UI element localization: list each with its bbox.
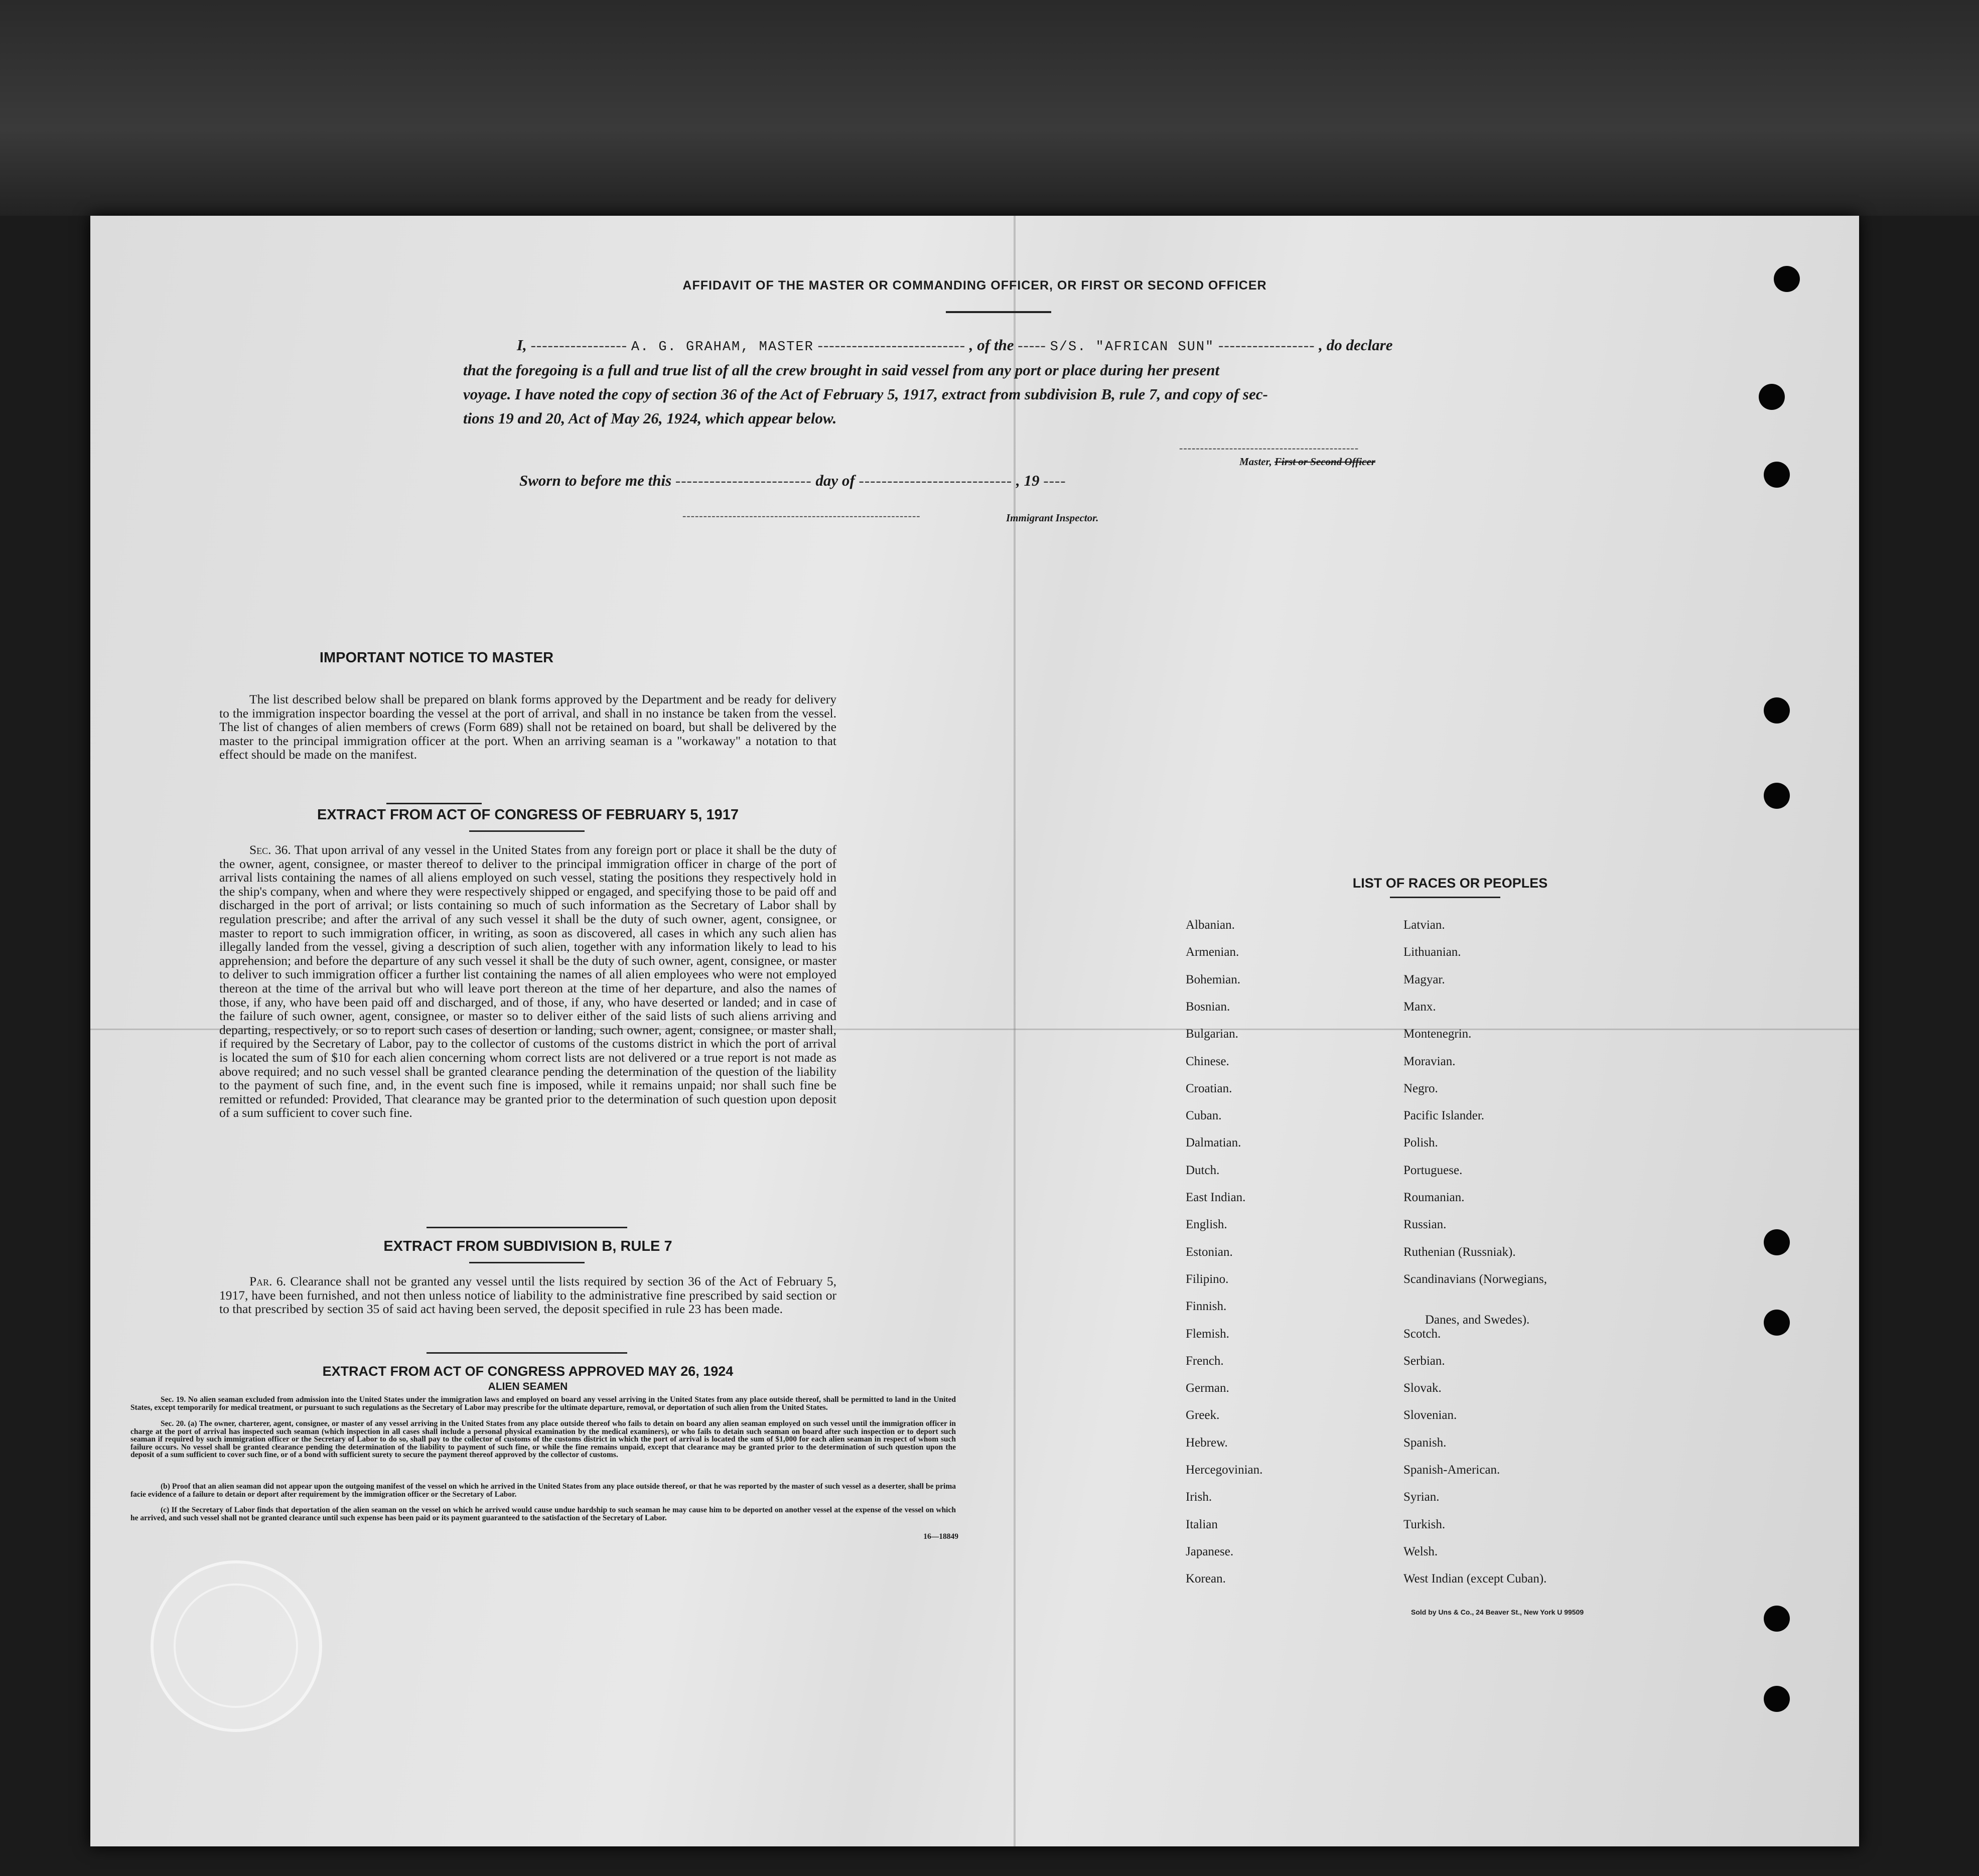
race-item: Turkish. (1403, 1517, 1446, 1531)
signature-label (1239, 456, 1375, 468)
notice-title: IMPORTANT NOTICE TO MASTER (319, 650, 554, 666)
affidavit-line-3: voyage. I have noted the copy of section 36 of the Act of February 5, 1917, extract from subdivision B, rule 7, and copy of sec- (463, 385, 1268, 403)
races-title: LIST OF RACES OR PEOPLES (1352, 876, 1548, 891)
punch-hole (1764, 697, 1790, 724)
punch-hole (1764, 1686, 1790, 1712)
race-item: Bulgarian. (1186, 1027, 1238, 1041)
section-rule (469, 830, 585, 832)
punch-hole (1764, 783, 1790, 809)
race-item: Welsh. (1403, 1544, 1438, 1558)
master-name-value[interactable]: A. G. GRAHAM, MASTER (631, 340, 814, 355)
section-rule (427, 1227, 627, 1228)
dotted-fill: ----- (1018, 336, 1046, 354)
section-rule (427, 1352, 627, 1354)
race-item: Irish. (1186, 1490, 1212, 1504)
races-title-rule (1390, 897, 1500, 898)
race-item: East Indian. (1186, 1191, 1246, 1204)
form-number: 16—18849 (923, 1532, 958, 1541)
dotted-fill: -------------------------- (817, 336, 966, 354)
vessel-name-value[interactable]: S/S. "AFRICAN SUN" (1050, 340, 1215, 355)
master-label: Master, (1239, 456, 1272, 468)
notice-body: The list described below shall be prepared on blank forms approved by the Department and be ready for delivery to the immigration inspector boarding the vessel at the port of arrival, and shall in no instance be taken from the vessel. The list of changes of alien members of crews (Form 689) shall not be retained on board, but shall be delivered by the master to the principal immigration officer at the port. When an arriving seaman is a "workaway" a notation to that effect should be made on the manifest. (219, 692, 836, 762)
par-6-label: Par. 6. (249, 1274, 287, 1288)
race-item: Scandinavians (Norwegians, (1403, 1272, 1547, 1286)
race-item: Spanish. (1403, 1435, 1447, 1450)
affidavit-line-2: that the foregoing is a full and true list of all the crew brought in said vessel from any port or place during her present (463, 361, 1220, 379)
race-item: Dutch. (1186, 1163, 1220, 1177)
extract-1917-title: EXTRACT FROM ACT OF CONGRESS OF FEBRUARY 5, 1917 (317, 807, 739, 823)
affidavit-line-1 (517, 336, 1392, 355)
race-item: English. (1186, 1218, 1227, 1232)
affidavit-line-4: tions 19 and 20, Act of May 26, 1924, which appear below. (463, 409, 837, 427)
fold-line-vertical (1014, 216, 1016, 1846)
race-item: Latvian. (1403, 918, 1445, 932)
race-item: Slovak. (1403, 1381, 1442, 1395)
extract-1917-body (219, 843, 836, 1120)
race-item: Dalmatian. (1186, 1136, 1241, 1150)
do-declare-text: , do declare (1319, 336, 1393, 354)
dotted-fill: ----------------- (530, 336, 628, 354)
sec-20c-text: (c) If the Secretary of Labor finds that deportation of the alien seaman on the vessel on which he arrived would cause undue hardship to such seaman he may cause him to be deported on another vessel at the expense of the vessel on which he arrived, and such vessel shall not be granted clearance until such expense has been paid or its payment guaranteed to the satisfaction of the Secretary of Labor. (130, 1506, 956, 1522)
sec-36-label: Sec. 36. (249, 842, 291, 857)
film-frame-top (0, 0, 1979, 216)
race-item: Russian. (1403, 1218, 1447, 1232)
punch-hole (1764, 462, 1790, 488)
sworn-line (519, 472, 1066, 490)
sworn-month-field[interactable]: --------------------------- (859, 472, 1013, 489)
race-item: Armenian. (1186, 945, 1239, 959)
seal-inner-ring (174, 1583, 298, 1708)
race-item: German. (1186, 1381, 1229, 1395)
embossed-seal (151, 1560, 322, 1732)
race-item: Chinese. (1186, 1054, 1229, 1068)
race-item: French. (1186, 1354, 1224, 1368)
race-item: Manx. (1403, 999, 1436, 1014)
struck-officer-label: First or Second Officer (1275, 456, 1375, 468)
race-item: Montenegrin. (1403, 1027, 1472, 1041)
heading-rule (946, 311, 1051, 313)
race-item: Hercegovinian. (1186, 1463, 1263, 1477)
race-item: Portuguese. (1403, 1163, 1463, 1177)
sec-36-text: That upon arrival of any vessel in the United States from any foreign port or place it shall be the duty of the owner, agent, consignee, or master thereof to deliver to the principal immigration officer in charge of the port of arrival lists containing the names of all aliens employed on such vessel, stating the positions they respectively hold in the ship's company, when and where they were respectively shipped or engaged, and specifying those to be paid off and discharged in the port of arrival; or lists containing so much of such information as the Secretary of Labor shall by regulation prescribe; and after the arrival of any such vessel it shall be the duty of such owner, agent, consignee, or master to report to such immigration officer, in writing, as soon as discovered, all cases in which any such alien has illegally landed from the vessel, giving a description of such alien, together with any information likely to lead to his apprehension; and before the departure of any such vessel it shall be the duty of such owner, agent, consignee, or master to deliver to such immigration officer a further list containing the names of all alien employees who were not employed thereon at the time of the arrival but who will leave port thereon at the time of her departure, and also the names of those, if any, who have been paid off and discharged, and of those, if any, who have deserted or landed; and in case of the failure of such owner, agent, consignee, or master so to deliver either of the said lists of such aliens arriving and departing, respectively, or so to report such cases of desertion or landing, such owner, agent, consignee, or master shall, if required by the Secretary of Labor, pay to the collector of customs of the customs district in which the port of arrival is located the sum of $10 for each alien concerning whom correct lists are not delivered or a true report is not made as above required; and no such vessel shall be granted clearance pending the determination of the question of the liability to the payment of such fine, and, in the event such fine is imposed, while it remains unpaid; nor shall such fine be remitted or refunded: Provided, That clearance may be granted prior to the determination of such question upon deposit of a sum sufficient to cover such fine. (219, 842, 836, 1120)
punch-hole (1764, 1606, 1790, 1632)
race-item: Bosnian. (1186, 999, 1230, 1014)
race-item: Greek. (1186, 1408, 1220, 1422)
race-item: Lithuanian. (1403, 945, 1461, 959)
section-rule (386, 803, 482, 804)
printer-imprint: Sold by Uns & Co., 24 Beaver St., New York U 99509 (1411, 1608, 1584, 1616)
document-page (90, 216, 1859, 1846)
race-item: Japanese. (1186, 1544, 1234, 1558)
race-item: West Indian (except Cuban). (1403, 1572, 1547, 1586)
alien-seamen-subtitle: ALIEN SEAMEN (488, 1381, 568, 1392)
affidavit-i: I, (517, 336, 527, 354)
race-item: Cuban. (1186, 1109, 1222, 1123)
extract-1924-title: EXTRACT FROM ACT OF CONGRESS APPROVED MAY 26, 1924 (322, 1364, 734, 1379)
race-item: Roumanian. (1403, 1191, 1465, 1204)
of-the-text: , of the (969, 336, 1014, 354)
subdivision-b-body (219, 1274, 836, 1316)
sec-19-text: Sec. 19. No alien seaman excluded from admission into the United States under the immigration laws and employed on board any vessel arriving in the United States from any place outside thereof, shall be permitted to land in the United States, except temporarily for medical treatment, or pursuant to such regulations as the Secretary of Labor may prescribe for the ultimate departure, removal, or deportation of such alien from the United States. (130, 1395, 956, 1412)
punch-hole (1764, 1310, 1790, 1336)
sec-20b-text: (b) Proof that an alien seaman did not appear upon the outgoing manifest of the vessel on which he arrived in the United States from any place outside thereof, or that he was reported by the master of such vessel as a deserter, shall be prima facie evidence of a failure to detain or deport after requirement by the immigration officer or the Secretary of Labor. (130, 1482, 956, 1499)
sec-20a-text: Sec. 20. (a) The owner, charterer, agent, consignee, or master of any vessel arriving in the United States from any place outside thereof who fails to detain on board any alien seaman employed on such vessel until the immigration officer in charge at the port of arrival has inspected such seaman (which inspection in all cases shall include a personal physical examination by the medical examiners), or who fails to detain such seaman on board after such inspection or to deport such seaman if required by such immigration officer or the Secretary of Labor to do so, shall pay to the collector of customs of the customs district in which the port of arrival is located the sum of $1,000 for each alien seaman in respect of whom such failure occurs. No vessel shall be granted clearance pending the determination of the liability to payment of such fine, or while the fine remains unpaid, except that clearance may be granted prior to the determination of such question upon the deposit of a sum sufficient to cover such fine, or of a bond with sufficient surety to secure the payment thereof approved by the collector of customs. (130, 1419, 956, 1460)
race-item: Magyar. (1403, 972, 1445, 986)
inspector-signature-line: --------------------------------------------------------- (682, 509, 921, 522)
sworn-text: Sworn to before me this (519, 472, 672, 489)
race-item: Flemish. (1186, 1327, 1229, 1341)
race-item: Italian (1186, 1517, 1218, 1531)
race-item: Slovenian. (1403, 1408, 1457, 1422)
race-item: Scotch. (1403, 1327, 1441, 1341)
race-item: Hebrew. (1186, 1435, 1228, 1450)
dotted-fill: ----------------- (1218, 336, 1315, 354)
race-item: Syrian. (1403, 1490, 1440, 1504)
race-item: Pacific Islander. (1403, 1109, 1485, 1123)
inspector-label: Immigrant Inspector. (1006, 512, 1099, 524)
race-item: Ruthenian (Russniak). (1403, 1245, 1516, 1259)
punch-hole (1759, 384, 1785, 410)
section-rule (469, 1262, 585, 1263)
sworn-year-field[interactable]: ---- (1043, 472, 1066, 489)
race-item: Negro. (1403, 1081, 1438, 1095)
race-item: Spanish-American. (1403, 1463, 1500, 1477)
par-6-text: Clearance shall not be granted any vessel until the lists required by section 36 of the Act of February 5, 1917, have been furnished, and not then unless notice of liability to the administrative fine prescribed by said section or to that prescribed by section 35 of said act having been served, the deposit specified in rule 23 has been made. (219, 1274, 836, 1317)
race-item: Croatian. (1186, 1081, 1232, 1095)
day-of-text: day of (815, 472, 855, 489)
sworn-date-field[interactable]: ------------------------ (675, 472, 812, 489)
race-item: Bohemian. (1186, 972, 1241, 986)
race-item: Estonian. (1186, 1245, 1233, 1259)
master-signature-line: ------------------------------------------- (1179, 442, 1359, 454)
subdivision-b-title: EXTRACT FROM SUBDIVISION B, RULE 7 (383, 1238, 672, 1254)
race-item: Danes, and Swedes). (1425, 1313, 1530, 1327)
race-item: Albanian. (1186, 918, 1235, 932)
race-item: Moravian. (1403, 1054, 1456, 1068)
race-item: Polish. (1403, 1136, 1438, 1150)
year-prefix: , 19 (1016, 472, 1040, 489)
punch-hole (1764, 1229, 1790, 1255)
race-item: Korean. (1186, 1572, 1226, 1586)
race-item: Serbian. (1403, 1354, 1445, 1368)
race-item: Finnish. (1186, 1300, 1227, 1314)
affidavit-heading: AFFIDAVIT OF THE MASTER OR COMMANDING OFFICER, OR FIRST OR SECOND OFFICER (682, 278, 1267, 293)
race-item: Filipino. (1186, 1272, 1229, 1286)
